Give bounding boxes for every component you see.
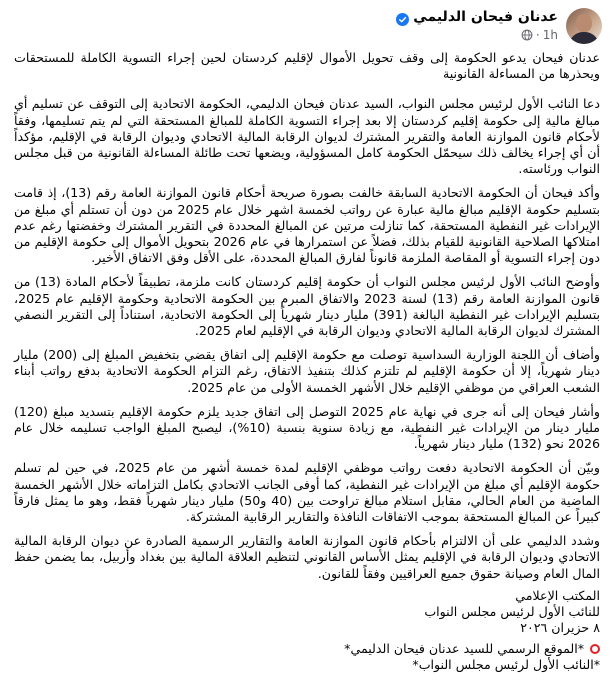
paragraph-6: وبيّن أن الحكومة الاتحادية دفعت رواتب موظفي الإقليم لمدة خمسة أشهر من عام 2025، في حين لم تسلم حكومة الإقليم أي مبلغ من الإيرادات غير النفطية، كما أوفى الجانب الاتحادي بكامل التزاماته خلال الأشهر الخمسة الماضية من العام الحالي، مقابل استلام مبالغ تراوحت بين (40 و50) مليار دينار شهرياً فقط، وهو ما يمثل فارقاً كبيراً عن المبالغ المستحقة بموجب الاتفاقات النافذة والتقارير الرقابية المشتركة. — [14, 460, 601, 525]
author-info — [396, 9, 558, 42]
paragraph-1: دعا النائب الأول لرئيس مجلس النواب، السيد عدنان فيحان الدليمي، الحكومة الاتحادية إلى التوقف عن تسليم أي مبالغ مالية إلى حكومة إقليم كردستان إلا بعد إجراء التسوية الكاملة للمبالغ المستحقة التي لم يتم تسليمها، وفقاً لأحكام قانون الموازنة العامة والتقرير المشترك لديوان الرقابة المالية الاتحادي وديوان الرقابة في الإقليم، مؤكداً أن أي إجراء يخالف ذلك سيحمّل الحكومة كامل المسؤولية، ويضعها تحت طائلة المساءلة القانونية من قبل مجلس النواب ورئاسته. — [14, 96, 600, 177]
paragraph-2: وأكد فيحان أن الحكومة الاتحادية السابقة خالفت بصورة صريحة أحكام قانون الموازنة العامة رقم (13)، إذ قامت بتسليم حكومة الإقليم مبالغ مالية عبارة عن رواتب لخمسة اشهر خلال عام 2025 من دون أن تستلم أي مبلغ من الإيرادات غير النفطية المستحقة، كما تنازلت مرتين عن المبالغ المحددة في التقرير المشترك وخفضتها رغم عدم امتلاكها الصلاحية القانونية للقيام بذلك، فضلاً عن استمرارها في عام 2026 بتحويل الأموال إلى حكومة الإقليم من دون إجراء التسوية أو المقاصة الملزمة قانوناً لفارق المبالغ المحددة، على الأقل وفق الاتفاق الأخير. — [14, 185, 600, 266]
paragraph-7: وشدد الدليمي على أن الالتزام بأحكام قانون الموازنة العامة والتقارير الرسمية الصادرة عن ديوان الرقابة المالية الاتحادي وديوان الرقابة في الإقليم يمثل الأساس القانوني لتنظيم العلاقة المالية بين بغداد وأربيل، بما يضمن حفظ المال العام وصيانة حقوق جميع العراقيين وفقاً للقانون. — [14, 533, 600, 581]
signature-date: ٨ حزيران ٢٠٢٦ — [520, 620, 600, 636]
red-circle-icon — [590, 644, 600, 654]
signature-office: المكتب الإعلامي — [515, 587, 600, 603]
footer-title: *النائب الأول لرئيس مجلس النواب* — [412, 656, 600, 672]
post-headline: عدنان فيحان يدعو الحكومة إلى وقف تحويل الأموال لإقليم كردستان لحين إجراء التسوية الكاملة للمستحقات ويحذرها من المساءلة القانونية — [14, 50, 600, 82]
author-row — [396, 9, 558, 26]
author-name[interactable]: عدنان فيحان الدليمي — [413, 9, 558, 26]
post-meta — [521, 28, 558, 42]
post-text — [14, 50, 600, 673]
verified-badge-icon — [396, 11, 409, 24]
post-timestamp[interactable]: 1h — [542, 28, 558, 43]
paragraph-4: وأضاف أن اللجنة الوزارية السداسية توصلت مع حكومة الإقليم إلى اتفاق يقضي بتخفيض المبلغ إلى (200) مليار دينار شهرياً، إلا أن حكومة الإقليم لم تلتزم كذلك بتنفيذ الاتفاق، رغم التزام الحكومة الاتحادية بدفع رواتب أبناء الشعب العراقي من موظفي الإقليم خلال الأشهر الخمسة الأولى من عام 2025. — [14, 347, 600, 395]
footer-website: *الموقع الرسمي للسيد عدنان فيحان الدليمي* — [344, 640, 584, 656]
author-avatar[interactable] — [566, 8, 602, 44]
paragraph-5: وأشار فيحان إلى أنه جرى في نهاية عام 2025 التوصل إلى اتفاق جديد يلزم حكومة الإقليم بتسديد مبلغ (120) مليار دينار من الإيرادات غير النفطية، مع زيادة سنوية بنسبة (10%)، ليصبح المبلغ الواجب تسليمه خلال عام 2026 نحو (132) مليار دينار شهرياً. — [14, 403, 600, 452]
paragraph-3: وأوضح النائب الأول لرئيس مجلس النواب أن حكومة إقليم كردستان كانت ملزمة، تطبيقاً لأحكام المادة (13) من قانون الموازنة العامة رقم (13) لسنة 2023 والاتفاق المبرم بين الحكومة الاتحادية وحكومة الإقليم عام 2025، بتسليم الإيرادات غير النفطية البالغة (391) مليار دينار شهرياً إلى الحكومة الاتحادية، استناداً إلى التقرير النصفي المشترك لديوان الرقابة المالية الاتحادي وديوان الرقابة في الإقليم لعام 2025. — [14, 274, 600, 339]
post-header — [396, 6, 602, 46]
globe-icon[interactable] — [521, 29, 533, 41]
meta-separator: · — [535, 28, 540, 43]
footer-website-line — [14, 641, 600, 657]
signature-role: للنائب الأول لرئيس مجلس النواب — [424, 604, 600, 620]
